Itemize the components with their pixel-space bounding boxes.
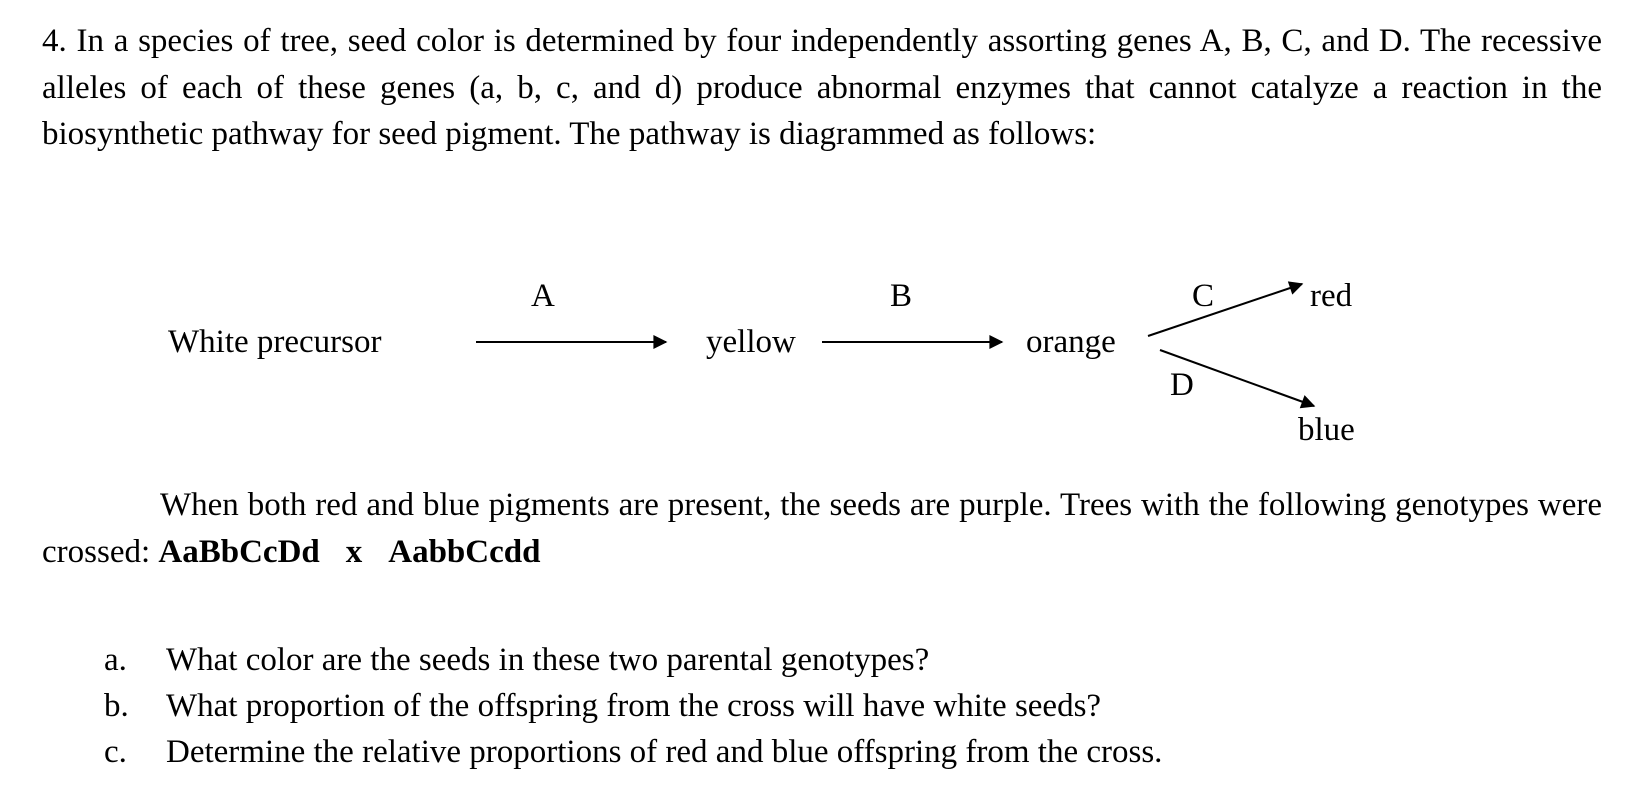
parent2-genotype: AabbCcdd	[388, 533, 541, 570]
question-a	[0, 637, 1600, 683]
followup-paragraph	[42, 482, 1602, 575]
pathway-gene-d-label: D	[1170, 367, 1194, 403]
pathway-yellow-label: yellow	[706, 324, 796, 360]
question-letter: b.	[104, 688, 129, 724]
pathway-red-label: red	[1310, 278, 1353, 314]
question-c	[0, 729, 1600, 775]
pathway-blue-label: blue	[1298, 412, 1355, 448]
pathway-arrow-c	[1148, 284, 1302, 336]
pathway-gene-b-label: B	[890, 278, 913, 314]
question-text: What proportion of the offspring from the cross will have white seeds?	[166, 688, 1102, 724]
parent1-genotype: AaBbCcDd	[158, 533, 320, 570]
problem-intro: 4. In a species of tree, seed color is determined by four independently assorting genes A, B, C, and D. The recessive alleles of each of these genes (a, b, c, and d) produce abnormal enzymes that cannot catalyze a reaction in the biosynthetic pathway for seed pigment. The pathway is diagrammed as follows:	[42, 23, 1602, 152]
question-letter: c.	[104, 734, 127, 770]
pathway-gene-a-label: A	[531, 278, 555, 314]
pathway-orange-label: orange	[1026, 324, 1116, 360]
question-letter: a.	[104, 642, 127, 678]
pathway-gene-c-label: C	[1192, 278, 1215, 314]
cross-symbol: x	[345, 533, 363, 570]
question-text: Determine the relative proportions of red and blue offspring from the cross.	[166, 734, 1163, 770]
question-text: What color are the seeds in these two parental genotypes?	[166, 642, 930, 678]
followup-text: When both red and blue pigments are present, the seeds are purple. Trees with the following genotypes were crossed:	[42, 487, 1602, 570]
question-b	[0, 683, 1600, 729]
pigment-pathway-diagram	[0, 250, 1648, 470]
pathway-precursor-label: White precursor	[168, 324, 382, 360]
